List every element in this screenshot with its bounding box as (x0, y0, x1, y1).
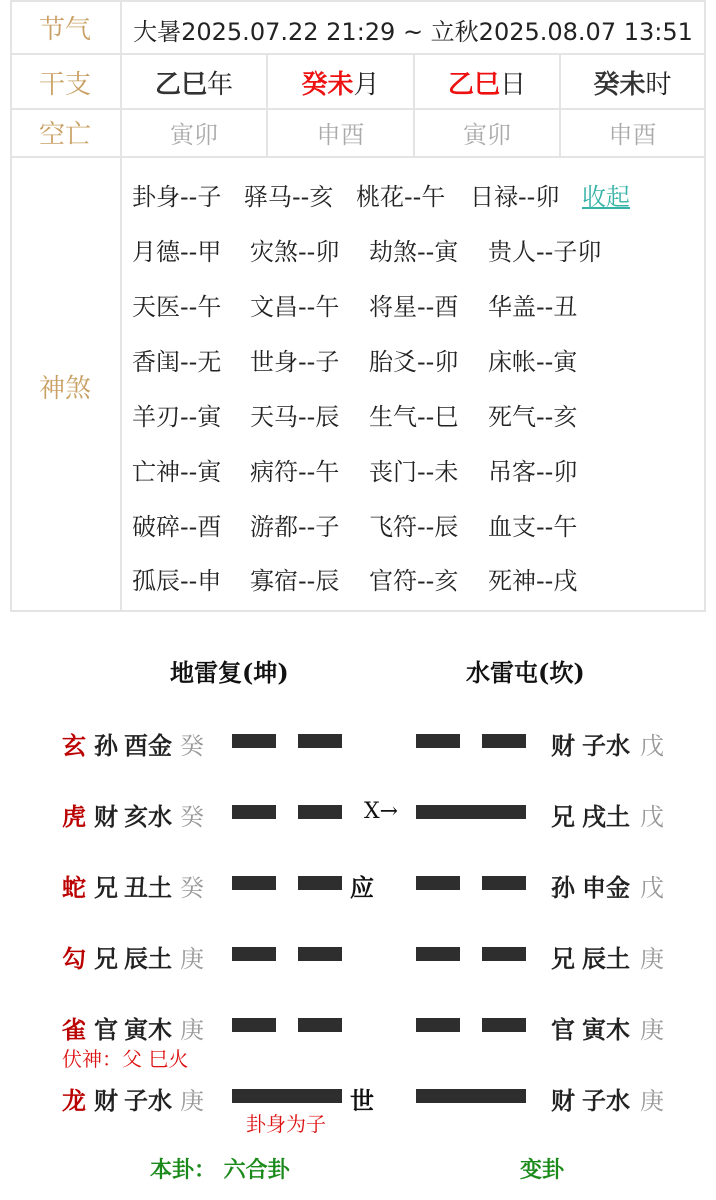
dizhi-label: 寅木 (124, 1015, 172, 1044)
changed-tiangan-label: 戊 (640, 732, 664, 760)
shensha-item: 贵人--子卯 (488, 238, 602, 266)
yin-line-segment (482, 876, 526, 890)
tiangan-label: 癸 (180, 803, 204, 831)
shensha-item: 日禄--卯 (470, 183, 560, 211)
dizhi-label: 辰土 (124, 944, 172, 973)
shensha-item: 病符--午 (250, 458, 340, 486)
shensha-item: 香闺--无 (132, 348, 222, 376)
yin-line-segment (298, 1018, 342, 1032)
yang-line (416, 805, 526, 819)
changed-dizhi-label: 戌土 (582, 802, 630, 831)
changed-gua-title: 水雷屯(坎) (466, 658, 585, 687)
main-gua-title: 地雷复(坤) (170, 658, 289, 687)
changed-dizhi-label: 子水 (582, 731, 630, 760)
liushen-label: 玄 (62, 731, 86, 760)
kongwang-label: 空亡 (38, 120, 91, 150)
collapse-link[interactable]: 收起 (582, 183, 630, 211)
yang-line (232, 1089, 342, 1103)
liuqin-label: 兄 (94, 944, 118, 973)
liuqin-label: 孙 (94, 731, 118, 760)
shensha-item: 天医--午 (132, 293, 222, 321)
changed-tiangan-label: 庚 (640, 1087, 664, 1115)
shensha-item: 羊刃--寅 (132, 403, 222, 431)
shensha-item: 天马--辰 (250, 403, 340, 431)
liuqin-label: 财 (94, 1086, 118, 1115)
shi-ying-mark: 应 (350, 873, 374, 902)
changed-liuqin-label: 兄 (551, 802, 575, 831)
jieqi-label: 节气 (38, 15, 91, 45)
main-gua-footer: 本卦： 六合卦 (150, 1157, 290, 1183)
liushen-label: 雀 (62, 1015, 86, 1044)
yang-line (416, 1089, 526, 1103)
liuqin-label: 财 (94, 802, 118, 831)
changed-liuqin-label: 孙 (551, 873, 575, 902)
ganzhi-year: 乙巳年 (154, 70, 234, 100)
changed-liuqin-label: 财 (551, 731, 575, 760)
changed-liuqin-label: 兄 (551, 944, 575, 973)
changed-tiangan-label: 戊 (640, 874, 664, 902)
ganzhi-day: 乙巳日 (447, 70, 527, 100)
kongwang-month: 申酉 (316, 121, 365, 149)
dizhi-label: 酉金 (124, 731, 172, 760)
ganzhi-hour: 癸未时 (593, 70, 672, 100)
tiangan-label: 庚 (180, 1016, 204, 1044)
shensha-item: 官符--亥 (369, 567, 459, 595)
guashen-note: 卦身为子 (246, 1112, 326, 1136)
changed-liuqin-label: 财 (551, 1086, 575, 1115)
shensha-item: 月德--甲 (132, 238, 222, 266)
shensha-item: 寡宿--辰 (250, 567, 340, 595)
shensha-item: 丧门--未 (369, 458, 459, 486)
shensha-label: 神煞 (38, 374, 91, 404)
tiangan-label: 癸 (180, 874, 204, 902)
yin-line-segment (298, 947, 342, 961)
kongwang-hour: 申酉 (608, 121, 657, 149)
changed-tiangan-label: 戊 (640, 803, 664, 831)
shensha-item: 游都--子 (250, 513, 340, 541)
kongwang-year: 寅卯 (170, 121, 218, 149)
yin-line-segment (416, 1018, 460, 1032)
shensha-item: 生气--巳 (369, 403, 459, 431)
shensha-item: 劫煞--寅 (369, 238, 459, 266)
shensha-item: 死神--戌 (488, 567, 578, 595)
shensha-item: 死气--亥 (488, 403, 578, 431)
yin-line-segment (416, 734, 460, 748)
kongwang-day: 寅卯 (463, 121, 511, 149)
liushen-label: 虎 (62, 802, 86, 831)
changed-dizhi-label: 辰土 (582, 944, 630, 973)
yin-line-segment (298, 876, 342, 890)
shensha-item: 胎爻--卯 (369, 348, 459, 376)
changed-tiangan-label: 庚 (640, 945, 664, 973)
shensha-item: 血支--午 (488, 513, 578, 541)
shensha-item: 文昌--午 (250, 293, 340, 321)
shensha-item: 卦身--子 (132, 183, 222, 211)
changed-dizhi-label: 子水 (582, 1086, 630, 1115)
shensha-item: 床帐--寅 (488, 348, 578, 376)
tiangan-label: 癸 (180, 732, 204, 760)
yin-line-segment (482, 734, 526, 748)
changed-tiangan-label: 庚 (640, 1016, 664, 1044)
yin-line-segment (232, 805, 276, 819)
shensha-item: 将星--酉 (369, 293, 459, 321)
shensha-item: 孤辰--申 (132, 567, 222, 595)
shensha-item: 世身--子 (250, 348, 340, 376)
changed-dizhi-label: 寅木 (582, 1015, 630, 1044)
tiangan-label: 庚 (180, 1087, 204, 1115)
ganzhi-month: 癸未月 (301, 70, 380, 100)
ganzhi-label: 干支 (38, 70, 91, 100)
jieqi-value: 大暑2025.07.22 21:29 ~ 立秋2025.08.07 13:51 (133, 18, 693, 46)
yin-line-segment (416, 876, 460, 890)
change-mark: X→ (364, 799, 399, 824)
liushen-label: 龙 (62, 1086, 86, 1115)
dizhi-label: 丑土 (124, 873, 172, 902)
shensha-item: 吊客--卯 (488, 458, 578, 486)
tiangan-label: 庚 (180, 945, 204, 973)
changed-liuqin-label: 官 (551, 1015, 575, 1044)
yin-line-segment (298, 734, 342, 748)
yin-line-segment (232, 1018, 276, 1032)
shensha-item: 飞符--辰 (369, 513, 459, 541)
shensha-item: 桃花--午 (356, 183, 446, 211)
yin-line-segment (232, 734, 276, 748)
yin-line-segment (232, 947, 276, 961)
shensha-item: 破碎--酉 (132, 513, 222, 541)
dizhi-label: 亥水 (124, 802, 172, 831)
shensha-item: 华盖--丑 (488, 293, 578, 321)
shi-ying-mark: 世 (350, 1086, 374, 1115)
yin-line-segment (482, 1018, 526, 1032)
changed-gua-footer: 变卦 (520, 1157, 565, 1183)
yin-line-segment (232, 876, 276, 890)
liuqin-label: 官 (94, 1015, 118, 1044)
shensha-item: 亡神--寅 (132, 458, 222, 486)
yin-line-segment (482, 947, 526, 961)
shensha-item: 驿马--亥 (244, 183, 334, 211)
changed-dizhi-label: 申金 (582, 873, 630, 902)
yin-line-segment (298, 805, 342, 819)
dizhi-label: 子水 (124, 1086, 172, 1115)
liushen-label: 勾 (62, 944, 86, 973)
yin-line-segment (416, 947, 460, 961)
liushen-label: 蛇 (62, 873, 86, 902)
shensha-item: 灾煞--卯 (250, 238, 340, 266)
fushen-note: 伏神：父 巳火 (62, 1047, 189, 1071)
liuqin-label: 兄 (94, 873, 118, 902)
